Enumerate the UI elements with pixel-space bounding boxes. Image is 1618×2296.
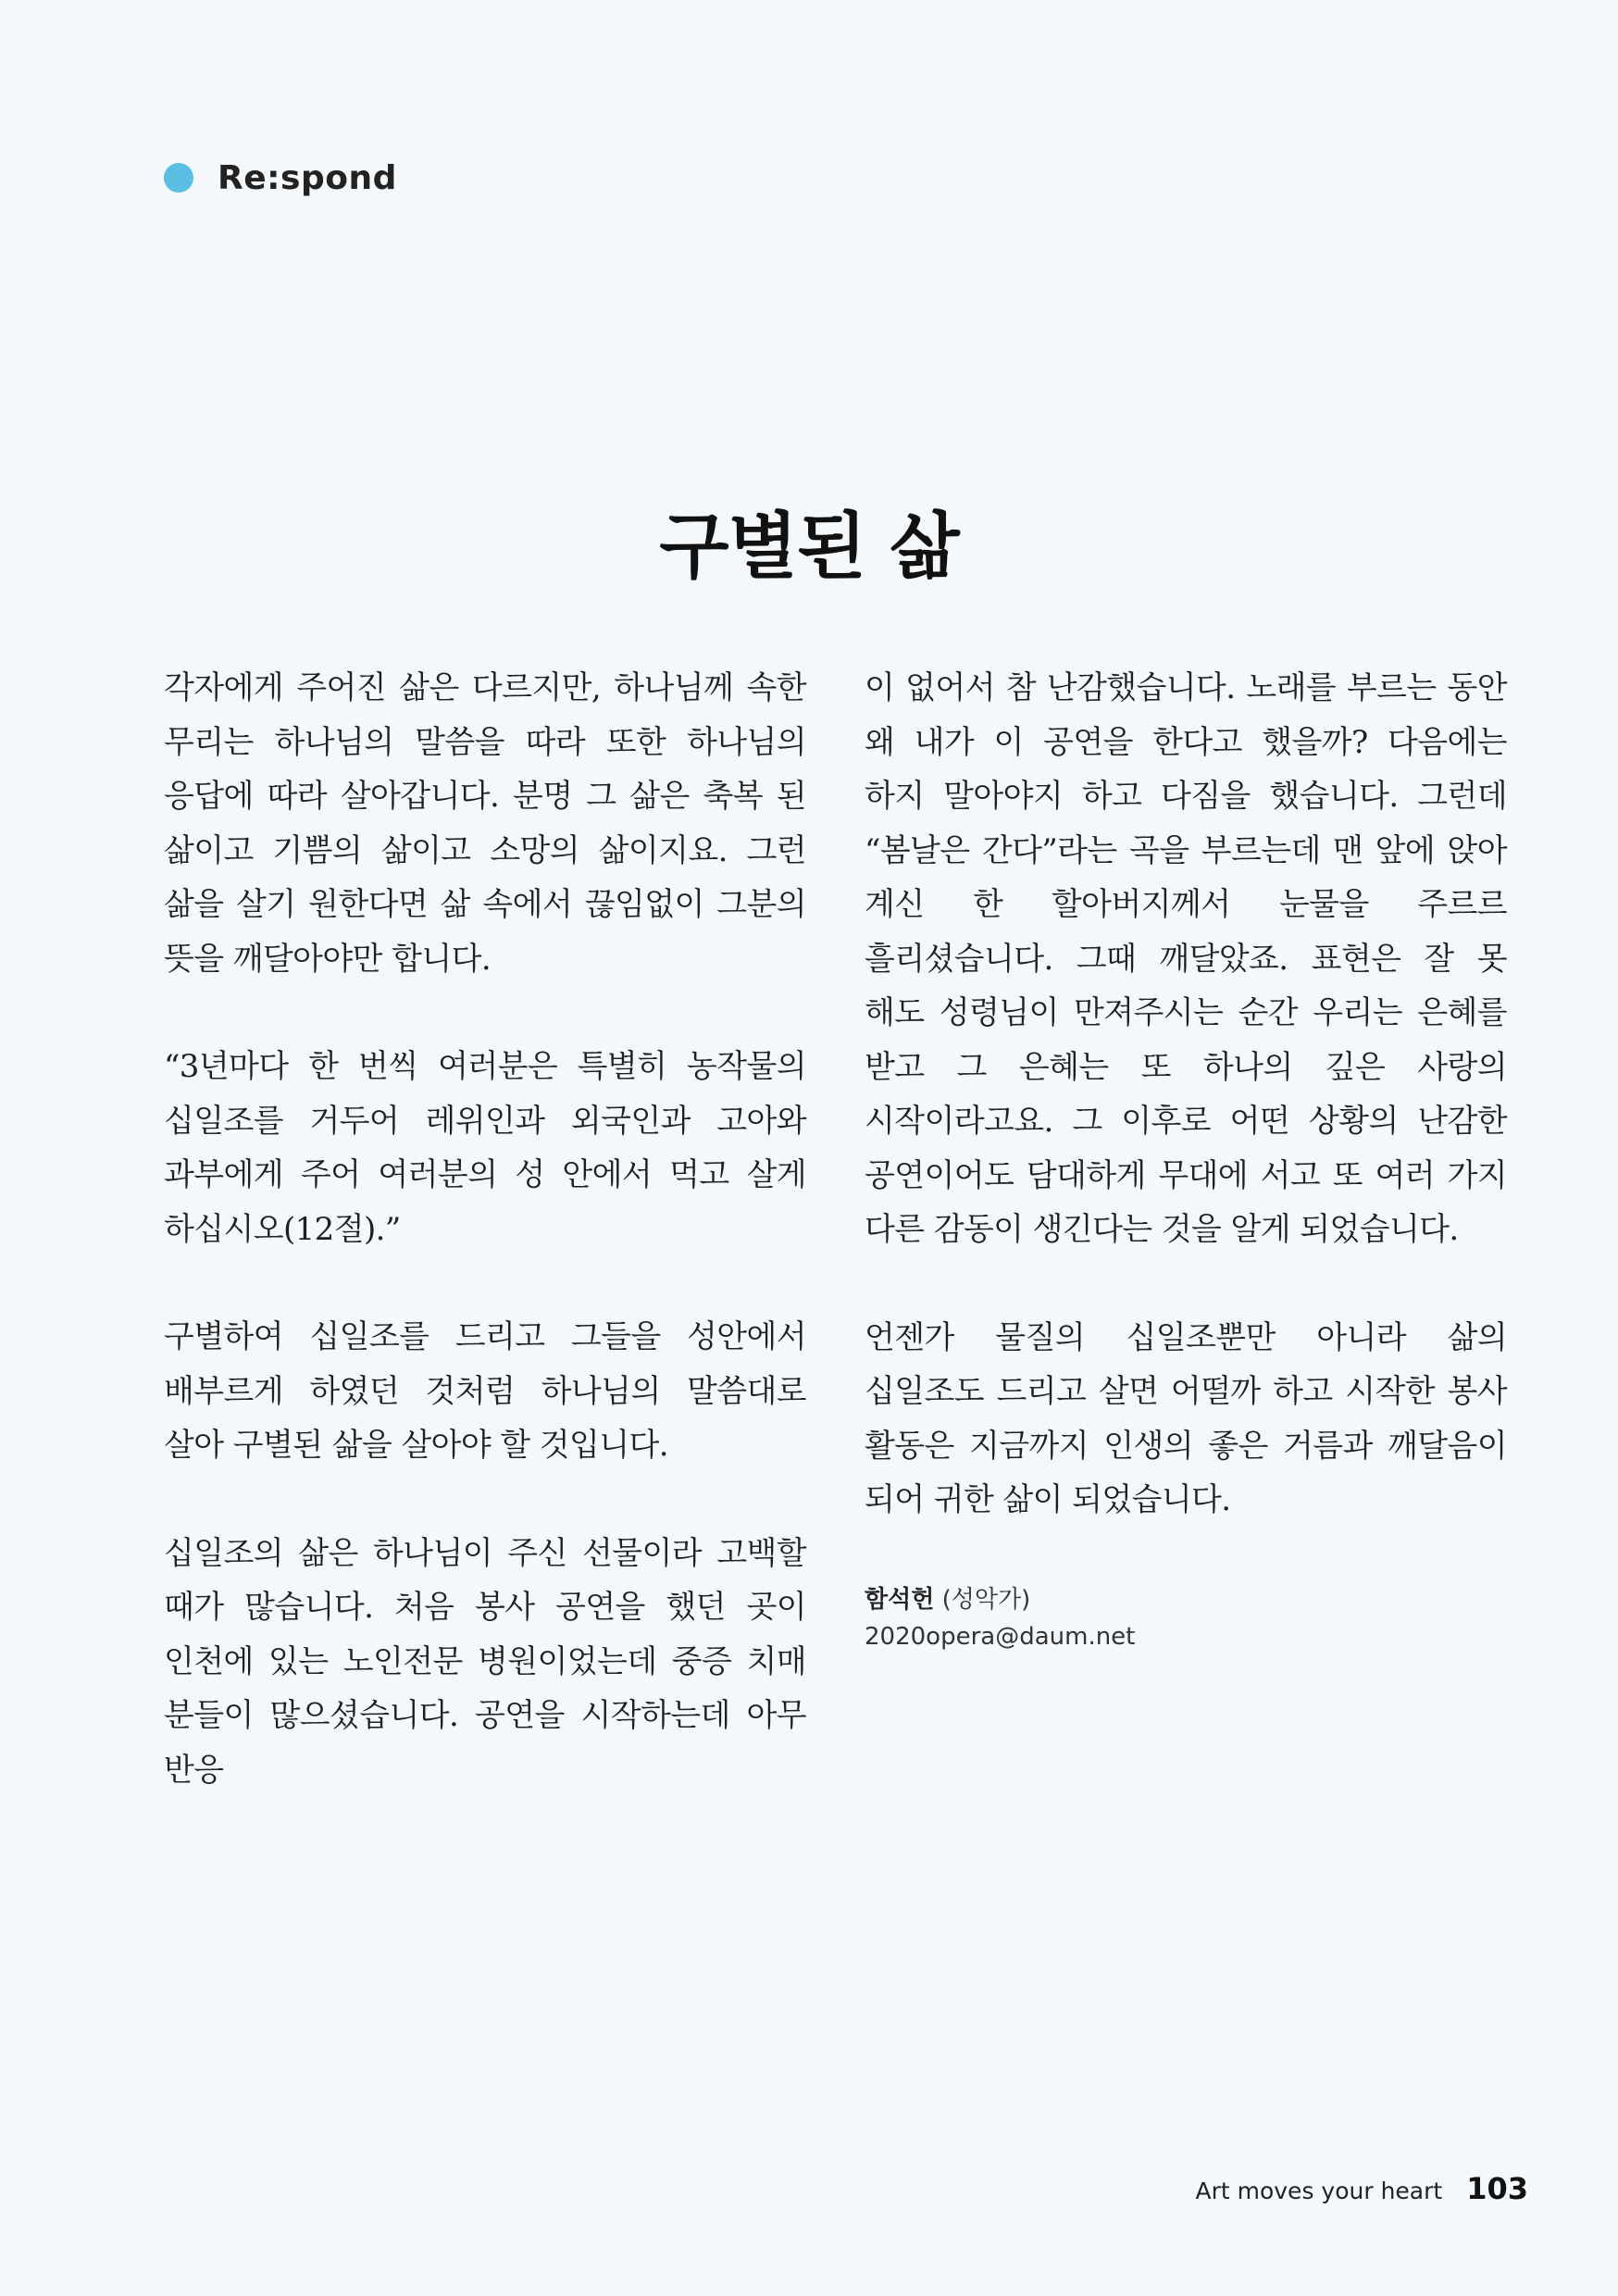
paragraph: 이 없어서 참 난감했습니다. 노래를 부르는 동안 왜 내가 이 공연을 한다고 했을까? 다음에는 하지 말아야지 하고 다짐을 했습니다. 그런데 “봄날은 간다”라는 곡을 부르는데 맨 앞에 앉아 계신 한 할아버지께서 눈물을 주르르 흘리셨습니다. 그때 깨달았죠. 표현은 잘 못 해도 성령님이 만져주시는 순간 우리는 은혜를 받고 그 은혜는 또 하나의 깊은 사랑의 시작이라고요. 그 이후로 어떤 상황의 난감한 공연이어도 담대하게 무대에 서고 또 여러 가지 다른 감동이 생긴다는 것을 알게 되었습니다. bbox=[865, 669, 1507, 1248]
section-tag bbox=[164, 159, 397, 196]
left-column bbox=[164, 661, 806, 1851]
page-number: 103 bbox=[1466, 2171, 1528, 2206]
article-title: 구별된 삶 bbox=[659, 505, 959, 589]
paragraph: 십일조의 삶은 하나님이 주신 선물이라 고백할 때가 많습니다. 처음 봉사 공연을 했던 곳이 인천에 있는 노인전문 병원이었는데 중증 치매 분들이 많으셨습니다. 공연을 시작하는데 아무 반응 bbox=[164, 1534, 806, 1789]
page-footer bbox=[1195, 2171, 1528, 2206]
paragraph: 각자에게 주어진 삶은 다르지만, 하나님께 속한 무리는 하나님의 말씀을 따라 또한 하나님의 응답에 따라 살아갑니다. 분명 그 삶은 축복 된 삶이고 기쁨의 삶이고 소망의 삶이지요. 그런 삶을 살기 원한다면 삶 속에서 끊임없이 그분의 뜻을 깨달아야만 합니다. bbox=[164, 669, 806, 978]
author-role: (성악가) bbox=[941, 1585, 1031, 1614]
author-name: 함석헌 bbox=[865, 1585, 935, 1614]
author-byline bbox=[865, 1581, 1507, 1655]
author-email[interactable]: 2020opera@daum.net bbox=[865, 1622, 1136, 1651]
section-dot-icon bbox=[164, 163, 193, 193]
paragraph: 구별하여 십일조를 드리고 그들을 성안에서 배부르게 하였던 것처럼 하나님의 말씀대로 살아 구별된 삶을 살아야 할 것입니다. bbox=[164, 1318, 806, 1464]
footer-tagline: Art moves your heart bbox=[1195, 2177, 1443, 2204]
right-column bbox=[865, 661, 1507, 1655]
paragraph: 언젠가 물질의 십일조뿐만 아니라 삶의 십일조도 드리고 살면 어떨까 하고 시작한 봉사 활동은 지금까지 인생의 좋은 거름과 깨달음이 되어 귀한 삶이 되었습니다. bbox=[865, 1318, 1507, 1518]
scripture-quote: “3년마다 한 번씩 여러분은 특별히 농작물의 십일조를 거두어 레위인과 외국인과 고아와 과부에게 주어 여러분의 성 안에서 먹고 살게 하십시오(12절).” bbox=[164, 1048, 806, 1248]
section-label: Re:spond bbox=[218, 158, 397, 197]
